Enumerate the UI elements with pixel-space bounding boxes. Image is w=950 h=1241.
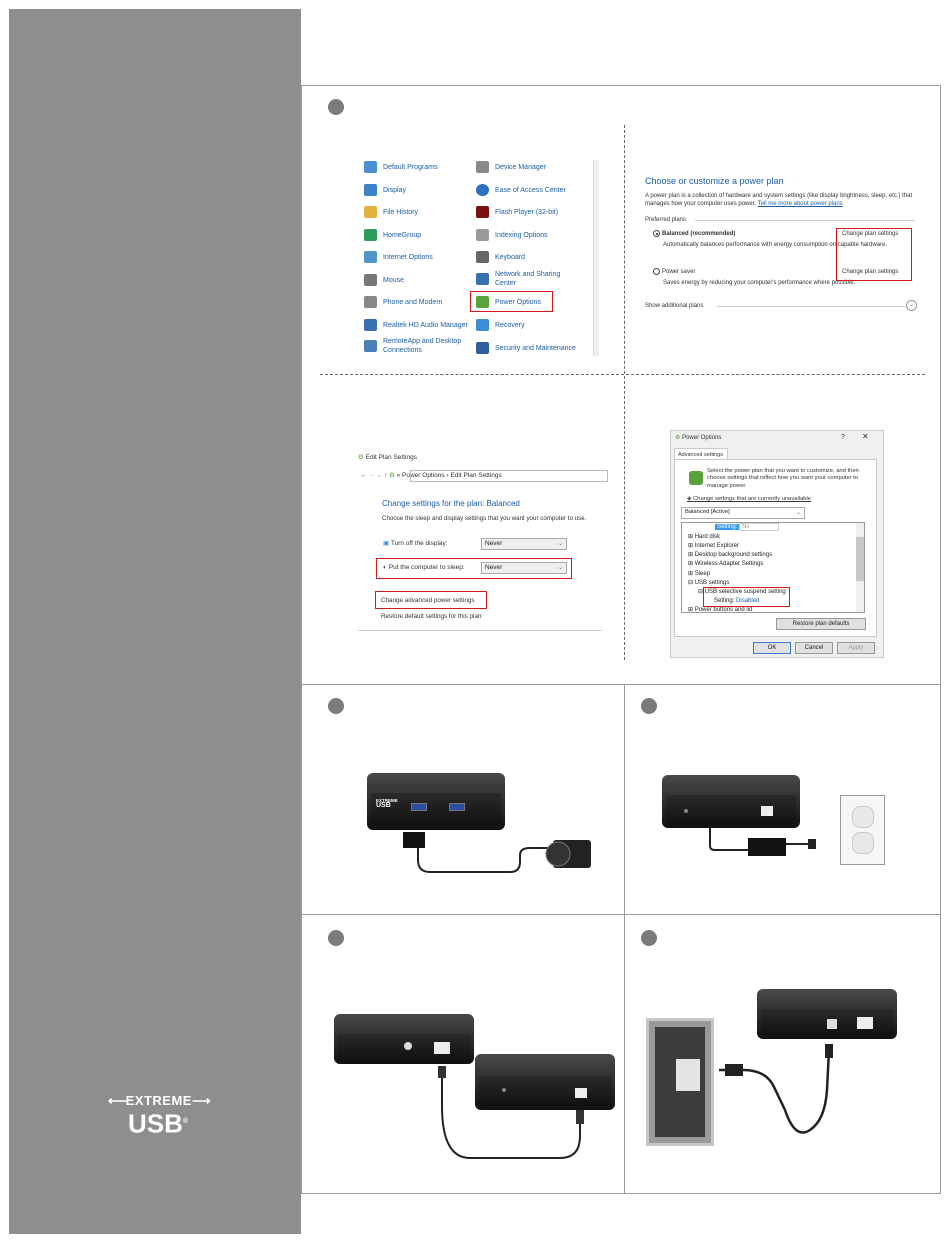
indexing-icon	[476, 229, 489, 241]
display-value: Never	[485, 540, 503, 547]
restore-defaults-link[interactable]: Restore default settings for this plan	[381, 613, 482, 620]
ease-of-access-icon	[476, 184, 489, 196]
cp-internet-options[interactable]	[364, 251, 433, 263]
display-icon	[364, 184, 377, 196]
forward-arrow-icon[interactable]: →	[368, 472, 375, 479]
logo-top-text: EXTREME	[125, 1093, 192, 1108]
top-setting-row[interactable]	[715, 523, 779, 531]
cp-security[interactable]	[476, 342, 576, 354]
power-adapter	[680, 826, 830, 856]
security-flag-icon	[476, 342, 489, 354]
balanced-radio[interactable]	[653, 230, 660, 237]
cp-realtek[interactable]	[364, 319, 468, 331]
change-plan-settings-balanced[interactable]: Change plan settings	[842, 231, 899, 237]
recovery-icon	[476, 319, 489, 331]
breadcrumb-separator: ›	[446, 472, 449, 479]
cp-mouse[interactable]	[364, 274, 404, 286]
cp-ease-of-access[interactable]	[476, 184, 566, 196]
control-panel-scrollbar[interactable]	[593, 160, 599, 356]
tree-usb-suspend[interactable]: ⊟ USB selective suspend setting	[698, 589, 786, 595]
tree-hard-disk[interactable]: ⊞ Hard disk	[688, 534, 721, 540]
homegroup-icon	[364, 229, 377, 241]
cp-homegroup[interactable]	[364, 229, 421, 241]
power-saver-option[interactable]	[653, 268, 695, 276]
label-plate	[857, 1017, 873, 1029]
breadcrumb-edit-plan[interactable]: Edit Plan Settings	[450, 472, 502, 479]
tree-label: Wireless Adapter Settings	[694, 561, 764, 567]
power-saver-label: Power saver	[662, 269, 696, 276]
step-2-marker	[328, 698, 344, 714]
usb-cable	[715, 1040, 840, 1150]
label-plate	[761, 806, 773, 816]
edit-plan-heading: Change settings for the plan: Balanced	[382, 499, 520, 508]
wall-outlet	[840, 795, 885, 865]
tell-me-more-link[interactable]: Tell me more about power plans	[757, 201, 843, 207]
balanced-option[interactable]	[653, 230, 735, 238]
flash-player-icon	[476, 206, 489, 218]
usb-hub-front	[676, 1059, 700, 1091]
cp-label: Indexing Options	[495, 231, 548, 239]
power-plan-title: Choose or customize a power plan	[645, 176, 784, 186]
computer-tower	[646, 1018, 714, 1146]
apply-button[interactable]: Apply	[837, 642, 875, 654]
tree-label: Hard disk	[694, 534, 721, 540]
unavailable-link-text: Change settings that are currently unavailable	[693, 496, 812, 502]
cp-default-programs[interactable]	[364, 161, 437, 173]
edit-plan-bottom-divider	[358, 630, 602, 631]
cp-flash-player[interactable]	[476, 206, 558, 218]
cp-label: Device Manager	[495, 163, 546, 171]
ok-button[interactable]: OK	[753, 642, 791, 654]
cp-label: Display	[383, 186, 406, 194]
extender-device-left	[334, 1014, 474, 1064]
device-logo-top: EXTREME	[376, 798, 398, 803]
cp-phone-modem[interactable]	[364, 296, 442, 308]
plan-select[interactable]	[681, 507, 805, 519]
setting-value: No	[739, 523, 779, 531]
help-button[interactable]: ?	[841, 434, 845, 441]
cp-keyboard[interactable]	[476, 251, 525, 263]
network-icon	[476, 273, 489, 285]
file-history-icon	[364, 206, 377, 218]
tree-label: USB settings	[694, 580, 730, 586]
shield-icon: ◈	[687, 496, 692, 502]
power-saver-radio[interactable]	[653, 268, 660, 275]
internet-options-icon	[364, 251, 377, 263]
cp-label: Recovery	[495, 321, 525, 329]
advanced-link-highlight	[375, 591, 487, 609]
tree-usb-settings[interactable]: ⊟ USB settings	[688, 580, 730, 586]
tree-internet-explorer[interactable]: ⊞ Internet Explorer	[688, 543, 740, 549]
cp-file-history[interactable]	[364, 206, 418, 218]
power-small-icon: ⚙	[388, 472, 395, 479]
back-arrow-icon[interactable]: ←	[360, 472, 367, 479]
dialog-title	[675, 434, 721, 442]
audio-icon	[364, 319, 377, 331]
phone-icon	[364, 296, 377, 308]
cp-indexing[interactable]	[476, 229, 548, 241]
cp-display[interactable]	[364, 184, 406, 196]
power-icon: ⚙	[675, 435, 681, 441]
fiber-cable	[430, 1066, 590, 1162]
divider-horizontal	[320, 374, 925, 375]
extender-device-top-right	[757, 989, 897, 1039]
fiber-port	[404, 1042, 412, 1050]
keyboard-icon	[476, 251, 489, 263]
usb-setting-value[interactable]: Disabled	[736, 598, 760, 604]
tree-desktop-background[interactable]: ⊞ Desktop background settings	[688, 552, 773, 558]
usb-suspend-highlight	[703, 587, 790, 607]
sidebar	[9, 9, 301, 1234]
default-programs-icon	[364, 161, 377, 173]
plan-select-value: Balanced [Active]	[685, 509, 730, 515]
cp-label: Internet Options	[383, 253, 433, 261]
dropdown-icon[interactable]: ⌄	[376, 472, 383, 479]
window-title: Edit Plan Settings	[365, 454, 417, 461]
restore-plan-defaults-button[interactable]: Restore plan defaults	[776, 618, 866, 630]
change-plan-settings-saver[interactable]: Change plan settings	[842, 269, 899, 275]
edit-plan-title	[358, 454, 417, 462]
dc-jack	[684, 809, 688, 813]
cp-label: Mouse	[383, 276, 405, 284]
cp-label: Default Programs	[383, 163, 438, 171]
tree-power-buttons[interactable]: ⊞ Power buttons and lid	[688, 607, 753, 613]
cp-label: HomeGroup	[383, 231, 422, 239]
step-1-marker	[328, 99, 344, 115]
extender-device-back	[662, 775, 800, 828]
tree-label: USB selective suspend setting	[704, 589, 786, 595]
dialog-tab-label: Advanced settings	[678, 452, 723, 458]
cp-recovery[interactable]	[476, 319, 525, 331]
tree-label: Sleep	[694, 571, 711, 577]
mouse-icon	[364, 274, 377, 286]
tree-wireless[interactable]: ⊞ Wireless Adapter Settings	[688, 561, 764, 567]
cp-label: Phone and Modem	[383, 298, 443, 306]
display-select[interactable]	[481, 538, 567, 550]
usb-setting-label: Setting:	[714, 598, 735, 604]
sleep-label: Put the computer to sleep:	[388, 564, 465, 571]
cp-label: Security and Maintenance	[495, 344, 576, 352]
usb-port	[411, 803, 427, 811]
registered-mark: ®	[182, 1118, 189, 1125]
chevron-down-icon: ⌄	[557, 565, 563, 571]
tree-label: Desktop background settings	[694, 552, 773, 558]
setting-label: Setting:	[717, 524, 738, 530]
tree-label: Power buttons and lid	[694, 607, 753, 613]
power-icon: ⚙	[358, 454, 364, 461]
tree-sleep[interactable]: ⊞ Sleep	[688, 571, 711, 577]
device-logo	[376, 798, 398, 808]
cp-remoteapp[interactable]	[364, 337, 470, 355]
cp-label: File History	[383, 208, 419, 216]
divider-vertical	[624, 125, 625, 660]
cp-label: Flash Player (32-bit)	[495, 208, 559, 216]
tree-label: Internet Explorer	[694, 543, 740, 549]
preferred-plans-label: Preferred plans	[645, 217, 687, 223]
dialog-description: Select the power plan that you want to customize, and then choose settings that reflect how you want your computer to manage power.	[707, 468, 859, 489]
remoteapp-icon	[364, 340, 377, 352]
show-additional-plans[interactable]: Show additional plans	[645, 303, 704, 309]
label-plate	[434, 1042, 450, 1054]
power-saver-description: Saves energy by reducing your computer's performance where possible.	[663, 280, 856, 286]
camera-cable	[395, 830, 610, 890]
logo-bottom-text: USB	[127, 1108, 183, 1139]
cp-device-manager[interactable]	[476, 161, 546, 173]
preferred-divider	[695, 220, 915, 221]
up-arrow-icon[interactable]: ↑	[383, 472, 388, 479]
moon-icon: ◐	[383, 564, 387, 571]
step-3-marker	[641, 698, 657, 714]
balanced-label: Balanced (recommended)	[662, 231, 736, 238]
usb-port	[449, 803, 465, 811]
edit-plan-subheading: Choose the sleep and display settings that you want your computer to use.	[382, 515, 587, 522]
extreme-usb-logo: ⟵EXTREME⟶ USB®	[108, 1093, 210, 1139]
unavailable-settings-link[interactable]	[687, 495, 811, 503]
change-plan-highlight	[836, 228, 912, 281]
cp-label: Ease of Access Center	[495, 186, 566, 194]
sleep-value: Never	[485, 564, 503, 571]
tree-scrollbar[interactable]	[856, 523, 864, 612]
cp-network[interactable]	[476, 270, 576, 288]
display-label: Turn off the display:	[390, 540, 448, 547]
cp-label: Network and Sharing Center	[495, 271, 561, 287]
address-box[interactable]	[410, 470, 608, 482]
cp-label: Power Options	[495, 298, 541, 306]
cancel-button[interactable]: Cancel	[795, 642, 833, 654]
intro-text: A power plan is a collection of hardware and system settings (like display brightness, sleep, etc.) that manages how your computer uses power.	[645, 193, 913, 207]
close-icon[interactable]: ✕	[862, 432, 869, 441]
expand-chevron-icon[interactable]: ⌄	[906, 300, 917, 311]
outlet-socket	[852, 806, 874, 828]
cp-label: Realtek HD Audio Manager	[383, 321, 468, 329]
breadcrumb-power-options[interactable]: Power Options	[402, 472, 445, 479]
cp-label: Keyboard	[495, 253, 525, 261]
breadcrumb-prefix: «	[396, 472, 401, 479]
dialog-title-text: Power Options	[682, 435, 722, 441]
step-5-marker	[641, 930, 657, 946]
chevron-down-icon: ⌄	[795, 510, 801, 516]
device-logo-bottom: USB	[376, 802, 391, 809]
outlet-socket	[852, 832, 874, 854]
extender-device-front	[367, 773, 505, 830]
sleep-highlight	[376, 558, 572, 579]
monitor-icon: ▣	[383, 540, 390, 547]
usb-port	[827, 1019, 837, 1029]
balanced-description: Automatically balances performance with energy consumption on capable hardware.	[663, 242, 888, 248]
additional-divider	[717, 306, 905, 307]
battery-power-icon	[689, 471, 703, 485]
power-options-highlight	[470, 291, 553, 312]
device-manager-icon	[476, 161, 489, 173]
cp-label: RemoteApp and Desktop Connections	[383, 338, 462, 354]
chevron-down-icon: ⌄	[557, 541, 563, 547]
display-row	[383, 540, 448, 548]
power-plan-intro	[645, 192, 920, 208]
step-4-marker	[328, 930, 344, 946]
advanced-settings-link[interactable]: Change advanced power settings	[381, 597, 475, 604]
